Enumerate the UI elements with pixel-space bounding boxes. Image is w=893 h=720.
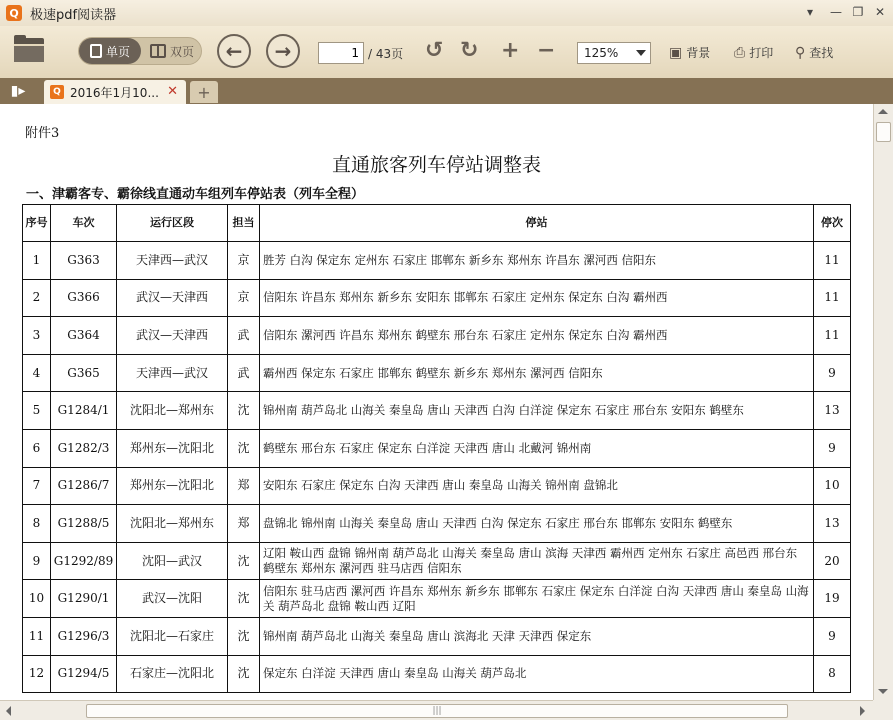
tab-document[interactable] (44, 80, 186, 104)
row-no: 12 (23, 655, 51, 693)
scroll-left-icon[interactable] (6, 706, 11, 716)
background-icon: ▣ (669, 44, 683, 61)
row-stops: 13 (814, 392, 851, 430)
row-train: G363 (51, 242, 117, 280)
row-stations: 锦州南 葫芦岛北 山海关 秦皇岛 唐山 天津西 白沟 白洋淀 保定东 石家庄 邢台东 安阳东 鹤壁东 (260, 392, 814, 430)
row-stops: 19 (814, 580, 851, 618)
row-stations: 安阳东 石家庄 保定东 白沟 天津西 唐山 秦皇岛 山海关 锦州南 盘锦北 (260, 467, 814, 505)
row-stops: 20 (814, 542, 851, 580)
row-train: G1282/3 (51, 429, 117, 467)
row-train: G1290/1 (51, 580, 117, 618)
close-window-button[interactable]: ✕ (874, 5, 886, 19)
open-folder-icon[interactable] (12, 34, 46, 64)
new-tab-button[interactable]: + (190, 81, 218, 103)
horizontal-scrollbar[interactable] (0, 700, 873, 720)
row-operator: 沈 (228, 542, 260, 580)
search-button[interactable] (795, 44, 833, 61)
row-route: 武汉—天津西 (117, 279, 228, 317)
row-route: 石家庄—沈阳北 (117, 655, 228, 693)
attachment-label: 附件3 (25, 126, 60, 141)
background-label: 背景 (686, 46, 711, 60)
row-stations: 保定东 白洋淀 天津西 唐山 秦皇岛 山海关 葫芦岛北 (260, 655, 814, 693)
previous-page-button[interactable] (217, 34, 251, 68)
table-row (23, 392, 851, 430)
row-operator: 沈 (228, 580, 260, 618)
row-route: 郑州东—沈阳北 (117, 467, 228, 505)
row-stops: 11 (814, 317, 851, 355)
close-icon[interactable]: ✕ (167, 84, 178, 99)
row-train: G366 (51, 279, 117, 317)
row-stations: 辽阳 鞍山西 盘锦 锦州南 葫芦岛北 山海关 秦皇岛 唐山 滨海 天津西 霸州西 定州东 石家庄 高邑西 邢台东 鹤壁东 郑州东 漯河西 驻马店西 信阳东 (260, 542, 814, 580)
row-stops: 13 (814, 505, 851, 543)
header-stations: 停站 (260, 205, 814, 242)
app-logo-icon: Q (6, 5, 22, 21)
table-row (23, 317, 851, 355)
window-title: 极速pdf阅读器 (30, 7, 117, 23)
row-stations: 盘锦北 锦州南 山海关 秦皇岛 唐山 天津西 白沟 保定东 石家庄 邢台东 邯郸东 安阳东 鹤壁东 (260, 505, 814, 543)
row-no: 1 (23, 242, 51, 280)
scrollbar-corner (873, 700, 893, 720)
row-route: 天津西—武汉 (117, 354, 228, 392)
row-operator: 武 (228, 354, 260, 392)
tab-title: 2016年1月10... (70, 85, 159, 100)
row-operator: 郑 (228, 505, 260, 543)
table-row (23, 655, 851, 693)
row-operator: 沈 (228, 617, 260, 655)
table-header-row (23, 205, 851, 242)
table-row (23, 354, 851, 392)
arrow-left-icon: ← (225, 39, 243, 63)
row-stops: 9 (814, 429, 851, 467)
table-row (23, 617, 851, 655)
zoom-in-icon[interactable]: + (501, 38, 520, 63)
tab-bar (0, 78, 893, 104)
vertical-scrollbar[interactable] (873, 104, 893, 700)
pdf-icon: Q (50, 85, 64, 99)
sidebar-toggle-icon[interactable]: ▮▸ (10, 83, 26, 99)
window-menu-button[interactable]: ▾ (806, 5, 814, 19)
zoom-level-select[interactable] (577, 42, 651, 64)
title-bar (0, 0, 893, 26)
row-operator: 武 (228, 317, 260, 355)
restore-button[interactable]: ❐ (852, 5, 864, 19)
row-no: 11 (23, 617, 51, 655)
row-stations: 信阳东 许昌东 郑州东 新乡东 安阳东 邯郸东 石家庄 定州东 保定东 白沟 霸州西 (260, 279, 814, 317)
row-no: 10 (23, 580, 51, 618)
row-stations: 霸州西 保定东 石家庄 邯郸东 鹤壁东 新乡东 郑州东 漯河西 信阳东 (260, 354, 814, 392)
row-no: 5 (23, 392, 51, 430)
row-operator: 京 (228, 242, 260, 280)
row-stops: 8 (814, 655, 851, 693)
row-route: 武汉—沈阳 (117, 580, 228, 618)
row-route: 沈阳北—石家庄 (117, 617, 228, 655)
row-no: 4 (23, 354, 51, 392)
row-train: G364 (51, 317, 117, 355)
row-stations: 锦州南 葫芦岛北 山海关 秦皇岛 唐山 滨海北 天津 天津西 保定东 (260, 617, 814, 655)
row-train: G1288/5 (51, 505, 117, 543)
row-stops: 10 (814, 467, 851, 505)
row-route: 郑州东—沈阳北 (117, 429, 228, 467)
row-no: 6 (23, 429, 51, 467)
row-no: 7 (23, 467, 51, 505)
pdf-page (0, 104, 873, 700)
row-no: 3 (23, 317, 51, 355)
single-page-label: 单页 (105, 44, 130, 59)
row-operator: 郑 (228, 467, 260, 505)
row-no: 2 (23, 279, 51, 317)
double-page-button[interactable] (143, 38, 201, 64)
zoom-out-icon[interactable]: − (537, 38, 556, 63)
scroll-right-icon[interactable] (860, 706, 865, 716)
view-mode-toggle (78, 37, 202, 65)
vertical-scroll-thumb[interactable] (876, 122, 891, 142)
row-train: G1296/3 (51, 617, 117, 655)
row-route: 武汉—天津西 (117, 317, 228, 355)
header-stops: 停次 (814, 205, 851, 242)
row-stations: 胜芳 白沟 保定东 定州东 石家庄 邯郸东 新乡东 郑州东 许昌东 漯河西 信阳东 (260, 242, 814, 280)
row-stops: 9 (814, 354, 851, 392)
page-total-label: / 43页 (368, 47, 404, 61)
row-route: 沈阳北—郑州东 (117, 505, 228, 543)
background-button[interactable] (669, 44, 710, 61)
row-no: 8 (23, 505, 51, 543)
table-row (23, 542, 851, 580)
toolbar (0, 26, 893, 78)
row-route: 沈阳—武汉 (117, 542, 228, 580)
row-operator: 沈 (228, 392, 260, 430)
row-operator: 沈 (228, 655, 260, 693)
single-page-button[interactable] (79, 38, 141, 64)
scroll-down-icon[interactable] (878, 689, 888, 694)
table-row (23, 242, 851, 280)
double-page-label: 双页 (169, 44, 194, 59)
table-row (23, 467, 851, 505)
row-route: 天津西—武汉 (117, 242, 228, 280)
row-train: G1286/7 (51, 467, 117, 505)
row-no: 9 (23, 542, 51, 580)
row-stops: 9 (814, 617, 851, 655)
search-label: 查找 (809, 46, 834, 60)
row-stations: 鹤壁东 邢台东 石家庄 保定东 白洋淀 天津西 唐山 北戴河 锦州南 (260, 429, 814, 467)
document-title: 直通旅客列车停站调整表 (331, 154, 541, 176)
section-title: 一、津霸客专、霸徐线直通动车组列车停站表（列车全程） (26, 187, 365, 202)
row-stations: 信阳东 驻马店西 漯河西 许昌东 郑州东 新乡东 邯郸东 石家庄 保定东 白洋淀 白沟 天津西 唐山 秦皇岛 山海关 葫芦岛北 盘锦 鞍山西 辽阳 (260, 580, 814, 618)
rotate-left-icon[interactable]: ↺ (425, 38, 444, 63)
rotate-right-icon[interactable]: ↻ (460, 38, 479, 63)
print-label: 打印 (749, 46, 774, 60)
train-stop-table (22, 204, 851, 693)
row-train: G365 (51, 354, 117, 392)
row-operator: 沈 (228, 429, 260, 467)
table-row (23, 505, 851, 543)
print-button[interactable] (734, 44, 773, 61)
table-row (23, 580, 851, 618)
search-icon: ⚲ (795, 44, 806, 61)
scroll-up-icon[interactable] (878, 109, 888, 114)
row-stops: 11 (814, 242, 851, 280)
document-viewport[interactable] (0, 104, 893, 720)
row-train: G1292/89 (51, 542, 117, 580)
table-row (23, 429, 851, 467)
row-stops: 11 (814, 279, 851, 317)
zoom-level-value: 125% (584, 46, 619, 60)
arrow-right-icon: → (274, 39, 292, 63)
table-row (23, 279, 851, 317)
double-page-icon (150, 44, 166, 58)
row-train: G1294/5 (51, 655, 117, 693)
next-page-button[interactable] (266, 34, 300, 68)
header-no: 序号 (23, 205, 51, 242)
header-route: 运行区段 (117, 205, 228, 242)
header-operator: 担当 (228, 205, 260, 242)
single-page-icon (90, 44, 102, 58)
row-train: G1284/1 (51, 392, 117, 430)
page-number-input[interactable] (318, 42, 364, 64)
header-train: 车次 (51, 205, 117, 242)
printer-icon: ⎙ (734, 44, 746, 61)
row-operator: 京 (228, 279, 260, 317)
row-route: 沈阳北—郑州东 (117, 392, 228, 430)
horizontal-scroll-thumb[interactable]: ||| (86, 704, 788, 718)
minimize-button[interactable]: — (830, 5, 842, 19)
chevron-down-icon (636, 50, 646, 56)
row-stations: 信阳东 漯河西 许昌东 郑州东 鹤壁东 邢台东 石家庄 定州东 保定东 白沟 霸州西 (260, 317, 814, 355)
